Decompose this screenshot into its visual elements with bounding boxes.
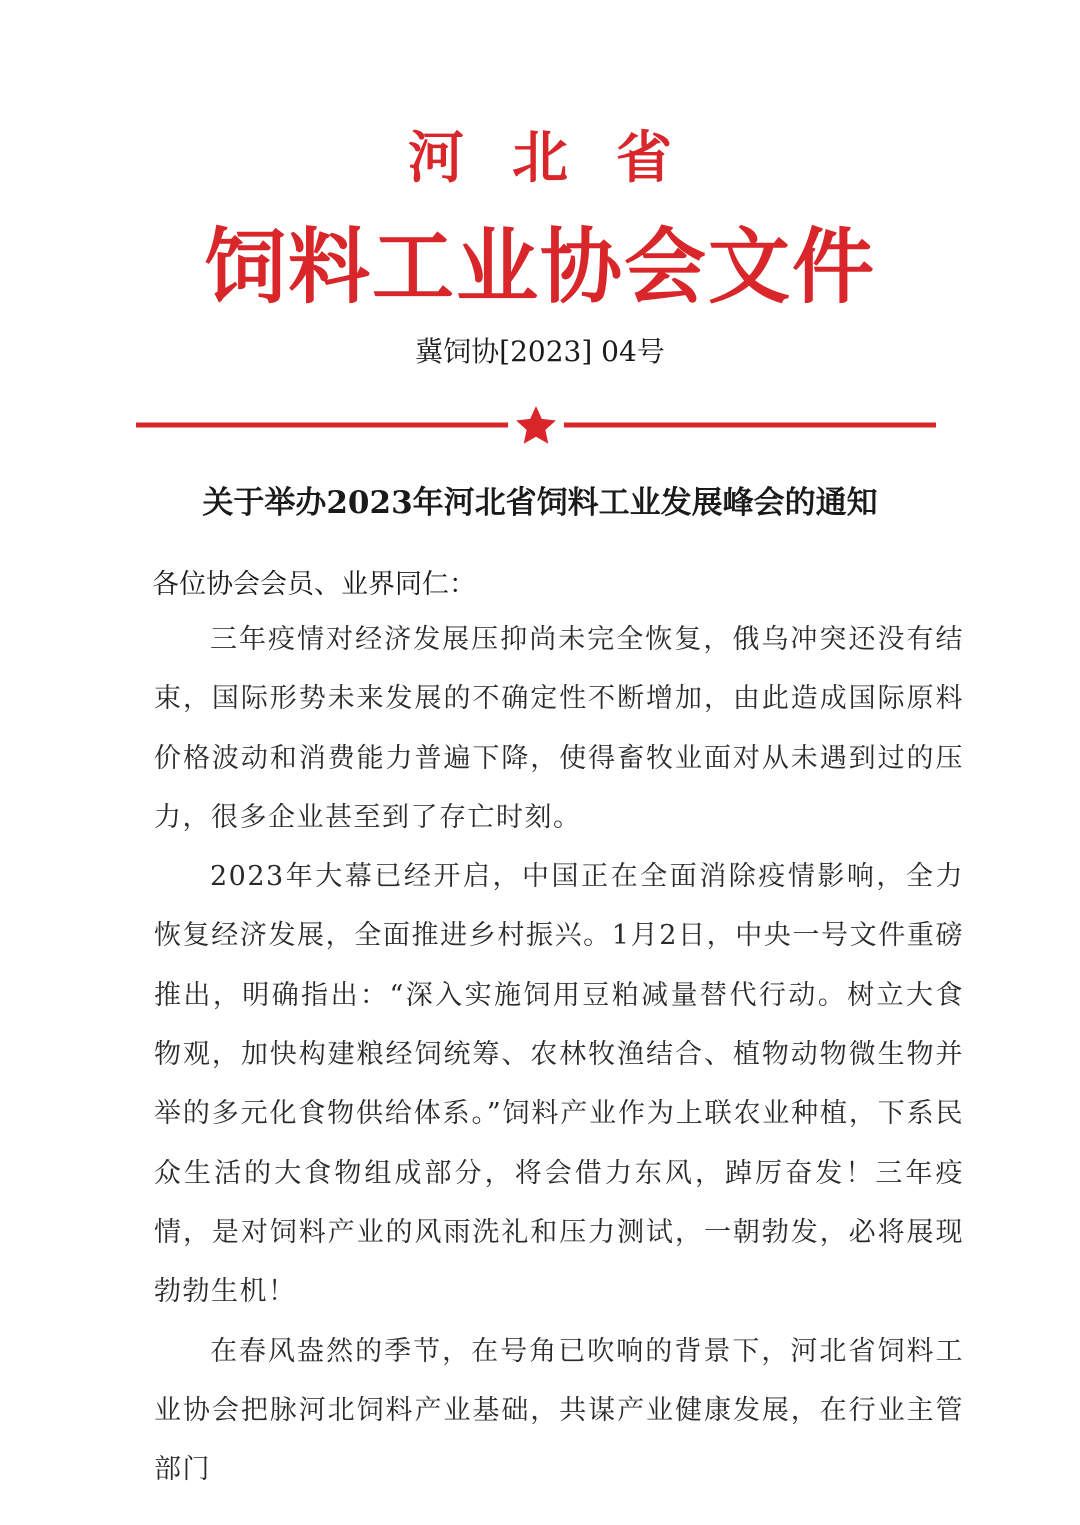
body-paragraph-3: 在春风盎然的季节，在号角已吹响的背景下，河北省饲料工业协会把脉河北饲料产业基础，共谋产业健康发展，在行业主管部门 — [154, 1335, 964, 1486]
red-divider — [0, 400, 1080, 450]
header-document-type: 饲料工业协会文件 — [203, 219, 876, 315]
header-org-name: 河北省 — [408, 125, 720, 191]
document-number: 冀饲协[2023] 04号 — [415, 335, 665, 368]
body-paragraph-2: 2023年大幕已经开启，中国正在全面消除疫情影响，全力恢复经济发展，全面推进乡村振兴。1月2日，中央一号文件重磅推出，明确指出：“深入实施饲用豆粕减量替代行动。树立大食物观，加快构建粮经饲统筹、农林牧渔结合、植物动物微生物并举的多元化食物供给体系。”饲料产业作为上联农业种植，下系民众生活的大食物组成部分，将会借力东风，踔厉奋发！三年疫情，是对饲料产业的风雨洗礼和压力测试，一朝勃发，必将展现勃勃生机！ — [154, 861, 964, 1308]
notice-body — [154, 610, 964, 1499]
notice-title: 关于举办2023年河北省饲料工业发展峰会的通知 — [202, 485, 878, 521]
star-icon — [516, 406, 556, 444]
salutation: 各位协会会员、业界同仁： — [152, 569, 476, 600]
body-paragraph-1: 三年疫情对经济发展压抑尚未完全恢复，俄乌冲突还没有结束，国际形势未来发展的不确定性不断增加，由此造成国际原料价格波动和消费能力普遍下降，使得畜牧业面对从未遇到过的压力，很多企业甚至到了存亡时刻。 — [154, 624, 964, 833]
